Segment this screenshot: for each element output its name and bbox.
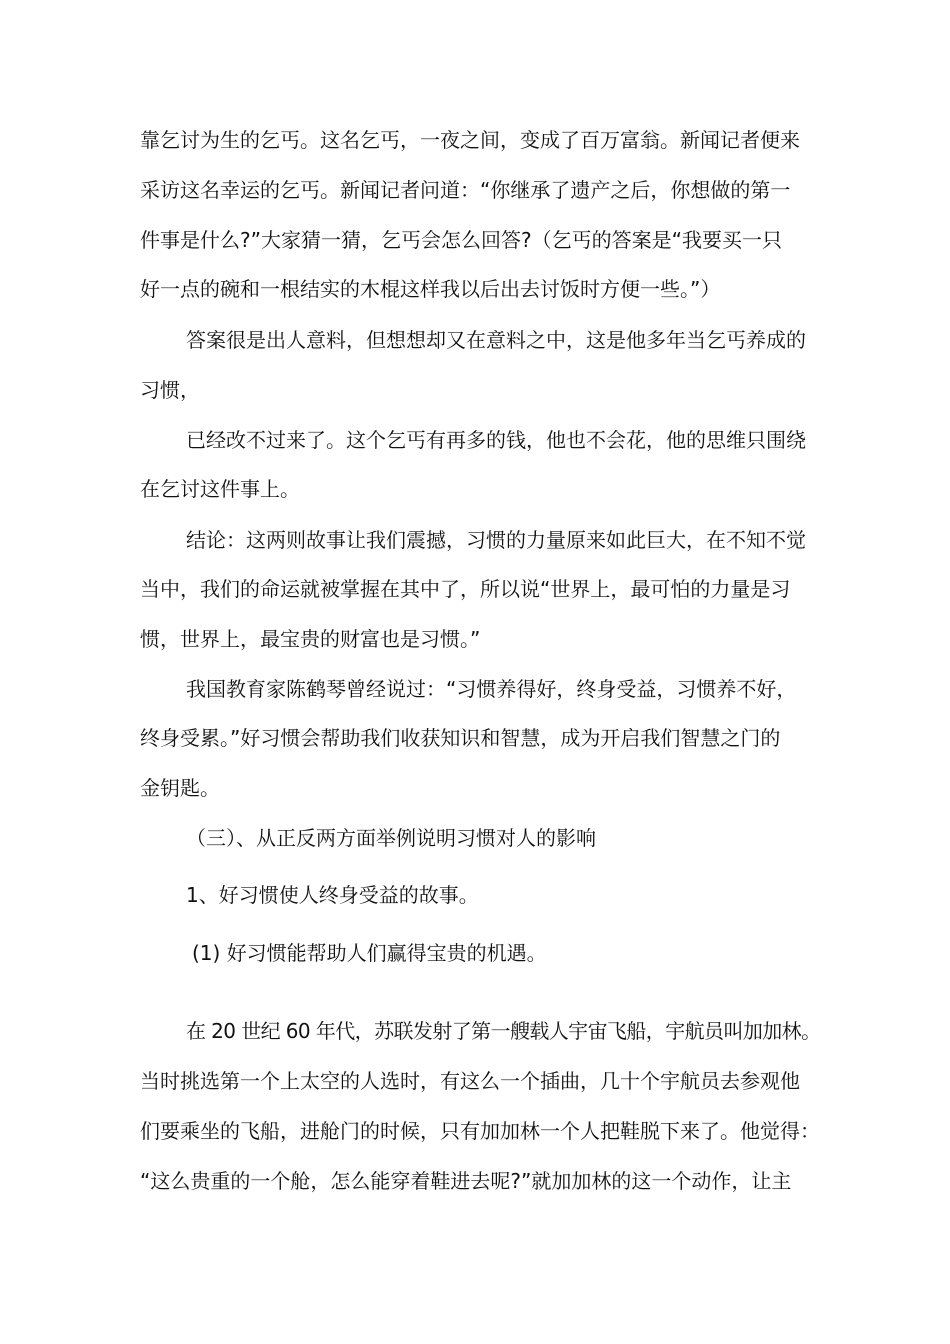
paragraph-line: 在乞讨这件事上。 [140, 477, 300, 501]
paragraph-line: 终身受累。”好习惯会帮助我们收获知识和智慧，成为开启我们智慧之门的 [140, 726, 781, 750]
paragraph-line: 们要乘坐的飞船，进舱门的时候，只有加加林一个人把鞋脱下来了。他觉得： [140, 1119, 820, 1143]
section-heading: （三）、从正反两方面举例说明习惯对人的影响 [186, 826, 596, 850]
paragraph-line: 答案很是出人意料，但想想却又在意料之中，这是他多年当乞丐养成的 [186, 328, 806, 352]
paragraph-line: 靠乞讨为生的乞丐。这名乞丐，一夜之间，变成了百万富翁。新闻记者便来 [140, 128, 800, 152]
paragraph-line: 采访这名幸运的乞丐。新闻记者问道：“你继承了遗产之后，你想做的第一 [140, 178, 791, 202]
paragraph-line: 金钥匙。 [140, 776, 220, 800]
paragraph-line: 已经改不过来了。这个乞丐有再多的钱，他也不会花，他的思维只围绕 [186, 428, 806, 452]
paragraph-line: 件事是什么?”大家猜一猜，乞丐会怎么回答?（乞丐的答案是“我要买一只 [140, 228, 782, 252]
paragraph-line: 惯，世界上，最宝贵的财富也是习惯。” [140, 627, 481, 651]
paragraph-line: 当中，我们的命运就被掌握在其中了，所以说“世界上，最可怕的力量是习 [140, 577, 791, 601]
subsection-heading: (1) 好习惯能帮助人们赢得宝贵的机遇。 [192, 941, 547, 965]
paragraph-line: 好一点的碗和一根结实的木棍这样我以后出去讨饭时方便一些。”） [140, 277, 721, 301]
subsection-heading: 1、好习惯使人终身受益的故事。 [186, 883, 479, 907]
paragraph-line: “这么贵重的一个舱，怎么能穿着鞋进去呢?”就加加林的这一个动作，让主 [140, 1169, 792, 1193]
paragraph-line: 在 20 世纪 60 年代，苏联发射了第一艘载人宇宙飞船，宇航员叫加加林。 [186, 1019, 821, 1043]
paragraph-line: 我国教育家陈鹤琴曾经说过：“习惯养得好，终身受益，习惯养不好， [186, 677, 797, 701]
paragraph-line: 习惯， [140, 378, 200, 402]
paragraph-line: 结论：这两则故事让我们震撼，习惯的力量原来如此巨大，在不知不觉 [186, 528, 806, 552]
paragraph-line: 当时挑选第一个上太空的人选时，有这么一个插曲，几十个宇航员去参观他 [140, 1069, 800, 1093]
